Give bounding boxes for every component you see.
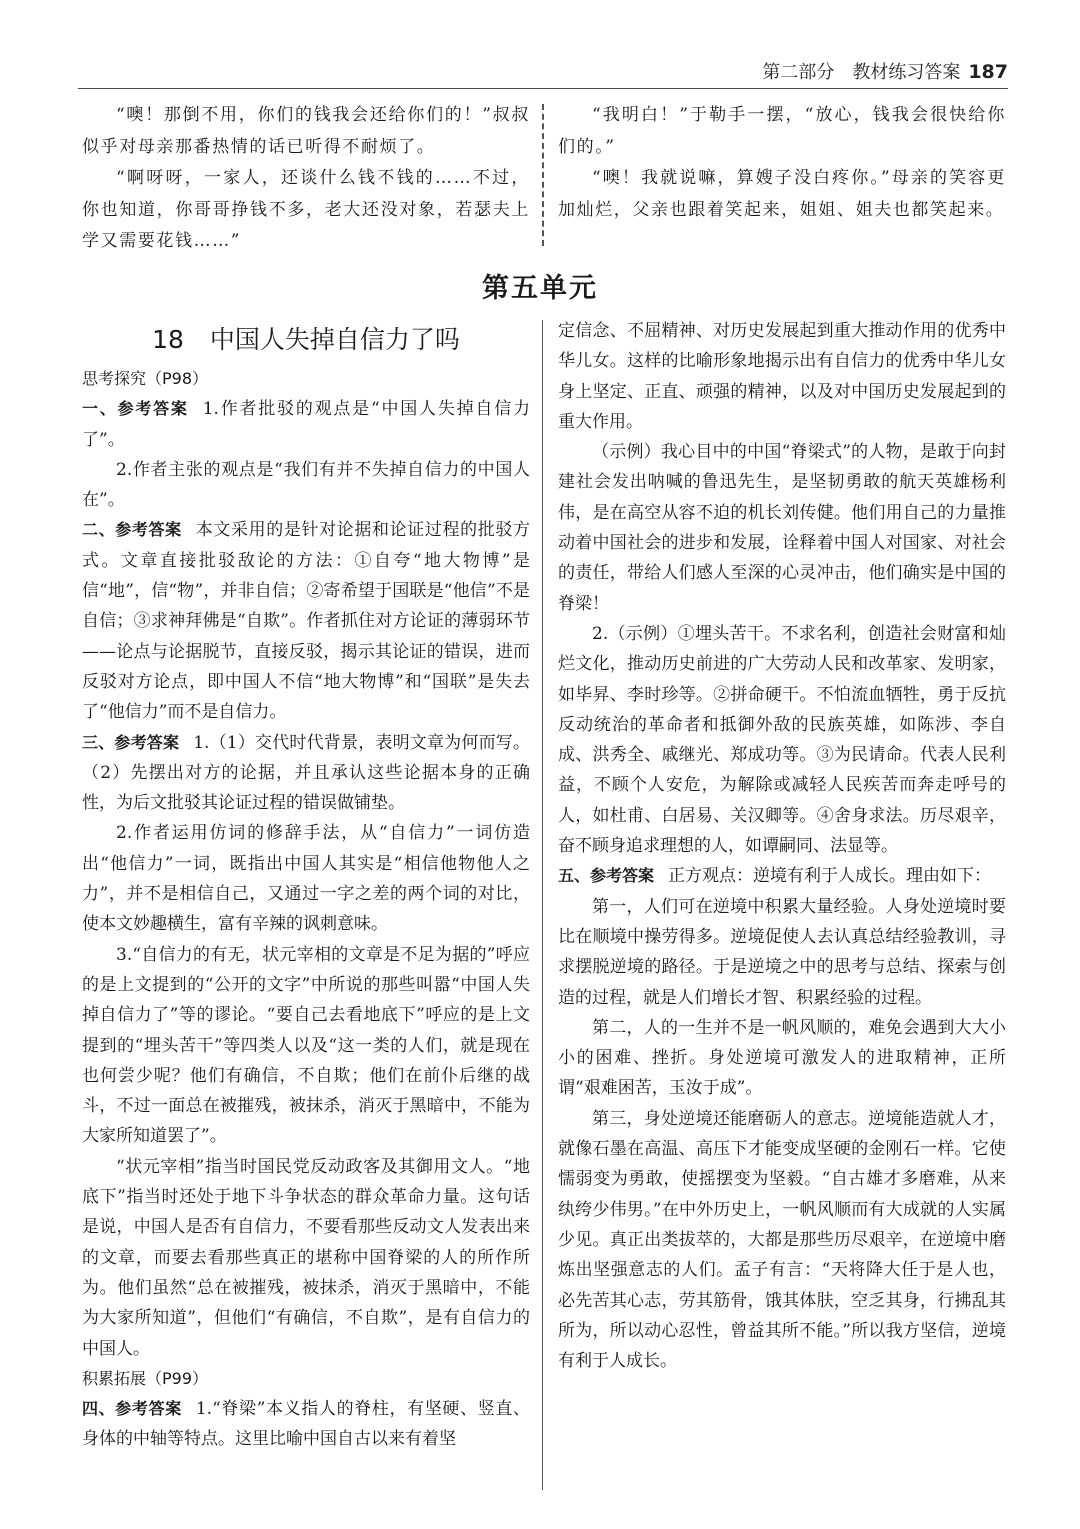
story-excerpt-right: [558, 100, 1006, 226]
answer-label: 三、参考答案: [82, 732, 180, 752]
answer-label: 二、参考答案: [82, 520, 182, 540]
answer-text: 本文采用的是针对论据和论证过程的批驳方式。文章直接批驳敌论的方法：①自夸“地大物博”是信“地”，信“物”，并非自信；②寄希望于国联是“他信”不是自信；③求神拜佛是“自欺”。作者抓住对方论证的薄弱环节——论点与论据脱节，直接反驳，揭示其论证的错误，进而反驳对方论点，即中国人不信“地大物博”和“国联”是失去了“他信力”而不是自信力。: [82, 520, 530, 723]
lesson-number: 18: [152, 325, 184, 354]
answer-text: 2.作者主张的观点是“我们有并不失掉自信力的中国人在”。: [82, 459, 530, 511]
answer-text: 正方观点：逆境有利于人成长。理由如下：: [668, 866, 992, 887]
answer-text: 第二，人的一生并不是一帆风顺的，难免会遇到大大小小的困难、挫折。身处逆境可激发人的进取精神，正所谓“艰难困苦，玉汝于成”。: [558, 1017, 1006, 1099]
story-excerpt-left: [82, 100, 530, 258]
unit-title: 第五单元: [482, 273, 598, 304]
page-number: 187: [968, 61, 1008, 83]
answer-text: 定信念、不屈精神、对历史发展起到重大推动作用的优秀中华儿女。这样的比喻形象地揭示出有自信力的优秀中华儿女身上坚定、正直、顽强的精神，以及对中国历史发展起到的重大作用。: [558, 321, 1006, 432]
answer-text: 1.（1）交代时代背景，表明文章为何而写。（2）先摆出对方的论据，并且承认这些论据本身的正确性，为后文批驳其论证过程的错误做铺垫。: [82, 732, 530, 814]
answer-text: 2.作者运用仿词的修辞手法，从“自信力”一词仿造出“他信力”一词，既指出中国人其实是“相信他物他人之力”，并不是相信自己，又通过一字之差的两个词的对比，使本文妙趣横生，富有辛辣的讽刺意味。: [82, 823, 530, 935]
header-rule: [78, 88, 1008, 89]
dashed-divider: [542, 104, 544, 246]
left-column: [82, 364, 530, 1455]
answer-text: 第三，身处逆境还能磨砺人的意志。逆境能造就人才，就像石墨在高温、高压下才能变成坚硬的金刚石一样。它使懦弱变为勇敢，使摇摆变为坚毅。“自古雄才多磨难，从来纨绔少伟男。”在中外历史上，一帆风顺而有大成就的人实属少见。真正出类拔萃的，大都是那些历尽艰辛，在逆境中磨炼出坚强意志的人们。孟子有言：“天将降大任于是人也，必先苦其心志，劳其筋骨，饿其体肤，空乏其身，行拂乱其所为，所以动心忍性，曾益其所不能。”所以我方坚信，逆境有利于人成长。: [558, 1108, 1006, 1372]
column-divider: [542, 320, 543, 1490]
answer-text: 1.作者批驳的观点是“中国人失掉自信力了”。: [82, 399, 530, 450]
answer-text: （示例）我心目中的中国“脊梁式”的人物，是敢于向封建社会发出呐喊的鲁迅先生，是坚韧勇敢的航天英雄杨利伟，是在高空从容不迫的机长刘传健。他们用自己的力量推动着中国社会的进步和发展，诠释着中国人对国家、对社会的责任，带给人们感人至深的心灵冲击，他们确实是中国的脊梁！: [558, 442, 1006, 614]
section-heading: 积累拓展（P99）: [82, 1368, 209, 1388]
story-paragraph: “我明白！”于勒手一摆，“放心，钱我会很快给你们的。”: [558, 105, 1006, 157]
story-paragraph: “啊呀呀，一家人，还谈什么钱不钱的……不过，你也知道，你哥哥挣钱不多，老大还没对象，若瑟夫上学又需要花钱……”: [82, 168, 530, 251]
answer-label: 五、参考答案: [558, 866, 655, 886]
answer-text: “状元宰相”指当时国民党反动政客及其御用文人。“地底下”指当时还处于地下斗争状态的群众革命力量。这句话是说，中国人是否有自信力，不要看那些反动文人发表出来的文章，而要去看那些真正的堪称中国脊梁的人的所作所为。他们虽然“总在被摧残，被抹杀，消灭于黑暗中，不能为大家所知道”，但他们“有确信，不自欺”，是有自信力的中国人。: [82, 1156, 530, 1359]
answer-text: 1.“脊梁”本义指人的脊柱，有坚硬、竖直、身体的中轴等特点。这里比喻中国自古以来有着坚: [82, 1399, 530, 1450]
header-section: 教材练习答案: [852, 62, 961, 83]
header-part: 第二部分: [762, 62, 835, 83]
right-column: [558, 316, 1006, 1376]
running-header: [762, 58, 1008, 84]
answer-text: 2.（示例）①埋头苦干。不求名利，创造社会财富和灿烂文化，推动历史前进的广大劳动人民和改革家、发明家，如毕昇、李时珍等。②拼命硬干。不怕流血牺牲，勇于反抗反动统治的革命者和抵御外敌的民族英雄，如陈涉、李自成、洪秀全、戚继光、郑成功等。③为民请命。代表人民利益，不顾个人安危，为解除或减轻人民疾苦而奔走呼号的人，如杜甫、白居易、关汉卿等。④舍身求法。历尽艰辛，奋不顾身追求理想的人，如谭嗣同、法显等。: [558, 623, 1006, 857]
answer-label: 四、参考答案: [82, 1399, 182, 1419]
section-heading: 思考探究（P98）: [82, 369, 209, 388]
story-paragraph: “噢！我就说嘛，算嫂子没白疼你。”母亲的笑容更加灿烂，父亲也跟着笑起来，姐姐、姐夫也都笑起来。: [558, 168, 1006, 220]
lesson-name: 中国人失掉自信力了吗: [209, 325, 460, 354]
answer-text: 3.“自信力的有无，状元宰相的文章是不足为据的”呼应的是上文提到的“公开的文字”中所说的那些叫嚣“中国人失掉自信力了”等的谬论。“要自己去看地底下”呼应的是上文提到的“埋头苦干”等四类人以及“这一类的人们，就是现在也何尝少呢？他们有确信，不自欺；他们在前仆后继的战斗，不过一面总在被摧残，被抹杀，消灭于黑暗中，不能为大家所知道罢了”。: [82, 944, 530, 1147]
story-paragraph: “噢！那倒不用，你们的钱我会还给你们的！”叔叔似乎对母亲那番热情的话已听得不耐烦了。: [82, 105, 530, 157]
answer-label: 一、参考答案: [82, 399, 189, 419]
answer-text: 第一，人们可在逆境中积累大量经验。人身处逆境时要比在顺境中操劳得多。逆境促使人去认真总结经验教训，寻求摆脱逆境的路径。于是逆境之中的思考与总结、探索与创造的过程，就是人们增长才智、积累经验的过程。: [558, 896, 1006, 1008]
lesson-title: [82, 320, 530, 360]
